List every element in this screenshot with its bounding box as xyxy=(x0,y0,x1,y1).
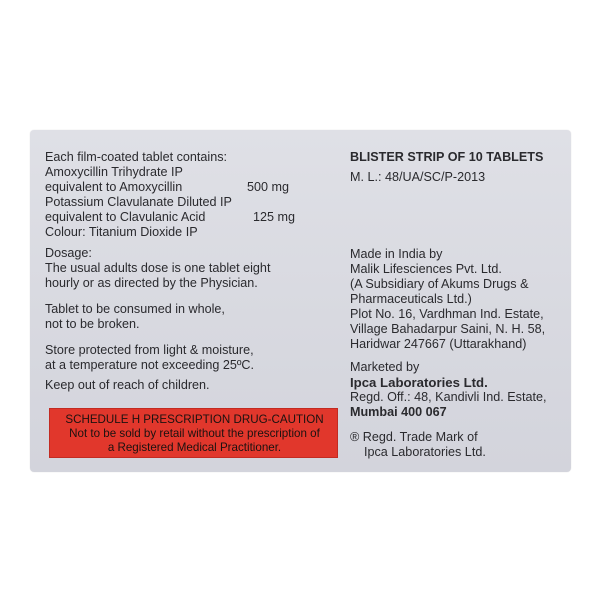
manufacturer-line-4: Pharmaceuticals Ltd.) xyxy=(350,292,472,306)
ingredient-1-equivalent-text: equivalent to Amoxycillin xyxy=(45,180,183,194)
marketer-name: Ipca Laboratories Ltd. xyxy=(350,375,488,390)
schedule-h-line-2: a Registered Medical Practitioner. xyxy=(107,441,282,454)
pack-title: BLISTER STRIP OF 10 TABLETS xyxy=(350,150,544,164)
manufacturer-line-3: (A Subsidiary of Akums Drugs & xyxy=(350,277,529,291)
storage-line-1: Store protected from light & moisture, xyxy=(45,343,254,357)
tablet-note-block xyxy=(45,302,225,332)
manufacturer-line-1: Made in India by xyxy=(350,247,443,261)
dosage-line-2: hourly or as directed by the Physician. xyxy=(45,276,258,290)
ingredient-1-equivalent xyxy=(45,180,290,195)
manufacturer-line-7: Haridwar 247667 (Uttarakhand) xyxy=(350,337,527,351)
marketer-address-2: Mumbai 400 067 xyxy=(350,405,447,419)
dosage-line-1: The usual adults dose is one tablet eight xyxy=(45,261,271,275)
manufacturing-license: M. L.: 48/UA/SC/P-2013 xyxy=(350,170,486,184)
manufacturer-line-6: Village Bahadarpur Saini, N. H. 58, xyxy=(350,322,546,336)
marketer-block xyxy=(350,360,546,420)
trademark-line-2: Ipca Laboratories Ltd. xyxy=(364,445,486,459)
schedule-h-title: SCHEDULE H PRESCRIPTION DRUG-CAUTION xyxy=(65,413,324,426)
dosage-heading: Dosage: xyxy=(45,246,92,260)
trademark-line-1: ® Regd. Trade Mark of xyxy=(350,430,478,444)
manufacturer-block xyxy=(350,247,545,352)
colour-line: Colour: Titanium Dioxide IP xyxy=(45,225,198,239)
ingredient-2-equivalent-text: equivalent to Clavulanic Acid xyxy=(45,210,206,224)
ingredient-2-dose: 125 mg xyxy=(253,210,296,224)
ingredient-2: Potassium Clavulanate Diluted IP xyxy=(45,195,232,209)
marketer-address-1: Regd. Off.: 48, Kandivli Ind. Estate, xyxy=(350,390,547,404)
tablet-note-line-1: Tablet to be consumed in whole, xyxy=(45,302,225,316)
keep-out-warning: Keep out of reach of children. xyxy=(45,378,210,392)
marketer-label: Marketed by xyxy=(350,360,420,374)
ingredient-1-dose: 500 mg xyxy=(247,180,290,194)
schedule-h-warning-box xyxy=(49,408,338,458)
tablet-note-line-2: not to be broken. xyxy=(45,317,140,331)
storage-block xyxy=(45,343,254,373)
dosage-block xyxy=(45,246,270,291)
ingredient-2-equivalent xyxy=(45,210,296,225)
composition-heading: Each film-coated tablet contains: xyxy=(45,150,228,164)
composition-block xyxy=(45,150,296,240)
ingredient-1: Amoxycillin Trihydrate IP xyxy=(45,165,183,179)
manufacturer-line-5: Plot No. 16, Vardhman Ind. Estate, xyxy=(350,307,544,321)
blister-label-card xyxy=(30,130,571,472)
storage-line-2: at a temperature not exceeding 25ºC. xyxy=(45,358,255,372)
trademark-block xyxy=(350,430,486,460)
schedule-h-line-1: Not to be sold by retail without the prescription of xyxy=(69,427,320,440)
manufacturer-line-2: Malik Lifesciences Pvt. Ltd. xyxy=(350,262,502,276)
